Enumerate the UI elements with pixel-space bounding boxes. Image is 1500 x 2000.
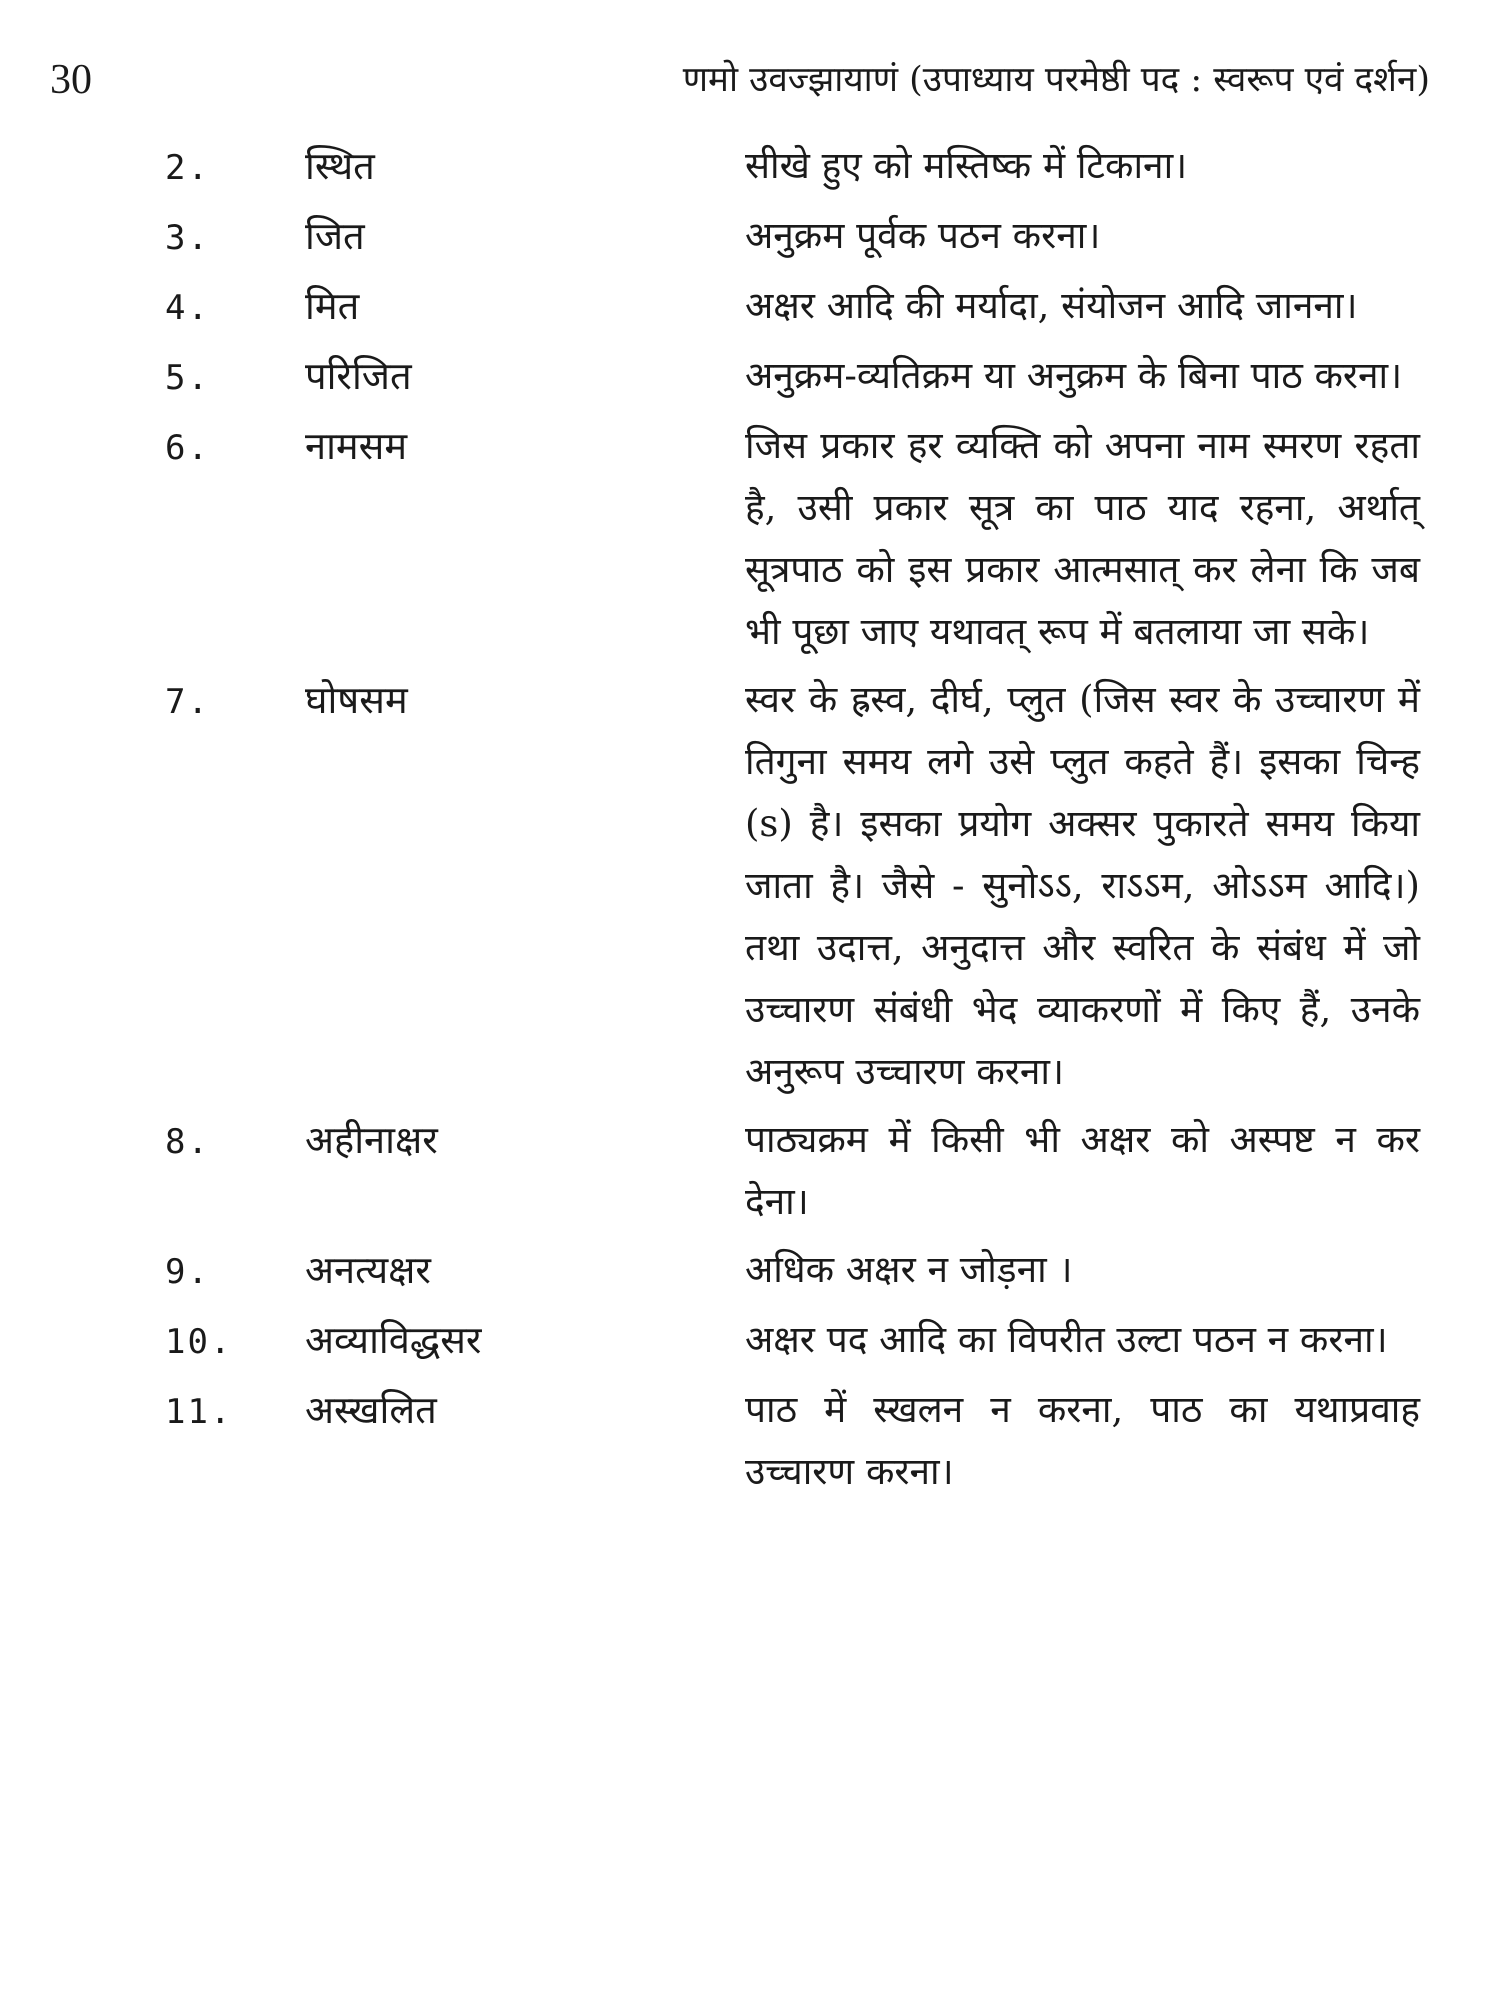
item-description: अनुक्रम-व्यतिक्रम या अनुक्रम के बिना पाठ करना। (745, 354, 1403, 397)
item-term: अस्खलित (305, 1388, 437, 1432)
page-header (50, 50, 1430, 110)
item-number: 7. (165, 682, 210, 722)
item-description: अक्षर पद आदि का विपरीत उल्टा पठन न करना। (745, 1318, 1388, 1361)
item-description: पाठ्यक्रम में किसी भी अक्षर को अस्पष्ट न कर देना। (745, 1118, 1420, 1223)
running-title: णमो उवज्झायाणं (उपाध्याय परमेष्ठी पद : स्वरूप एवं दर्शन) (682, 60, 1430, 100)
item-term: जित (305, 214, 365, 258)
item-description: जिस प्रकार हर व्यक्ति को अपना नाम स्मरण रहता है, उसी प्रकार सूत्र का पाठ याद रहना, अर्थात् सूत्रपाठ को इस प्रकार आत्मसात् कर लेना कि जब भी पूछा जाए यथावत् रूप में बतलाया जा सके। (745, 424, 1420, 653)
list-item (165, 415, 1430, 663)
item-term: स्थित (305, 144, 375, 188)
item-number: 9. (165, 1252, 210, 1292)
page-number: 30 (50, 57, 92, 103)
list-item (165, 345, 1430, 409)
item-number: 2. (165, 148, 210, 188)
list-item (165, 1379, 1430, 1503)
item-term: अव्याविद्धसर (305, 1318, 482, 1362)
item-number: 4. (165, 288, 210, 328)
item-term: घोषसम (305, 678, 408, 722)
item-term: अनत्यक्षर (305, 1248, 431, 1292)
list-item (165, 1309, 1430, 1373)
item-number: 5. (165, 358, 210, 398)
item-number: 6. (165, 428, 210, 468)
item-description: अधिक अक्षर न जोड़ना । (745, 1248, 1073, 1291)
list-item (165, 205, 1430, 269)
item-description: स्वर के ह्रस्व, दीर्घ, प्लुत (जिस स्वर के उच्चारण में तिगुना समय लगे उसे प्लुत कहते हैं। इसका चिन्ह (s) है। इसका प्रयोग अक्सर पुकारते समय किया जाता है। जैसे - सुनोऽऽ, राऽऽम, ओऽऽम आदि।) तथा उदात्त, अनुदात्त और स्वरित के संबंध में जो उच्चारण संबंधी भेद व्याकरणों में किए हैं, उनके अनुरूप उच्चारण करना। (745, 678, 1420, 1093)
item-number: 10. (165, 1322, 233, 1362)
list-item (165, 669, 1430, 1103)
item-description: पाठ में स्खलन न करना, पाठ का यथाप्रवाह उच्चारण करना। (745, 1388, 1420, 1493)
item-description: अक्षर आदि की मर्यादा, संयोजन आदि जानना। (745, 284, 1358, 327)
item-term: मित (305, 284, 360, 328)
item-term: परिजित (305, 354, 412, 398)
item-number: 11. (165, 1392, 233, 1432)
list-item (165, 1239, 1430, 1303)
item-term: नामसम (305, 424, 408, 468)
item-description: अनुक्रम पूर्वक पठन करना। (745, 214, 1101, 257)
term-list (165, 135, 1430, 1509)
item-description: सीखे हुए को मस्तिष्क में टिकाना। (745, 144, 1188, 187)
list-item (165, 135, 1430, 199)
item-term: अहीनाक्षर (305, 1118, 438, 1162)
item-number: 3. (165, 218, 210, 258)
list-item (165, 275, 1430, 339)
list-item (165, 1109, 1430, 1233)
item-number: 8. (165, 1122, 210, 1162)
